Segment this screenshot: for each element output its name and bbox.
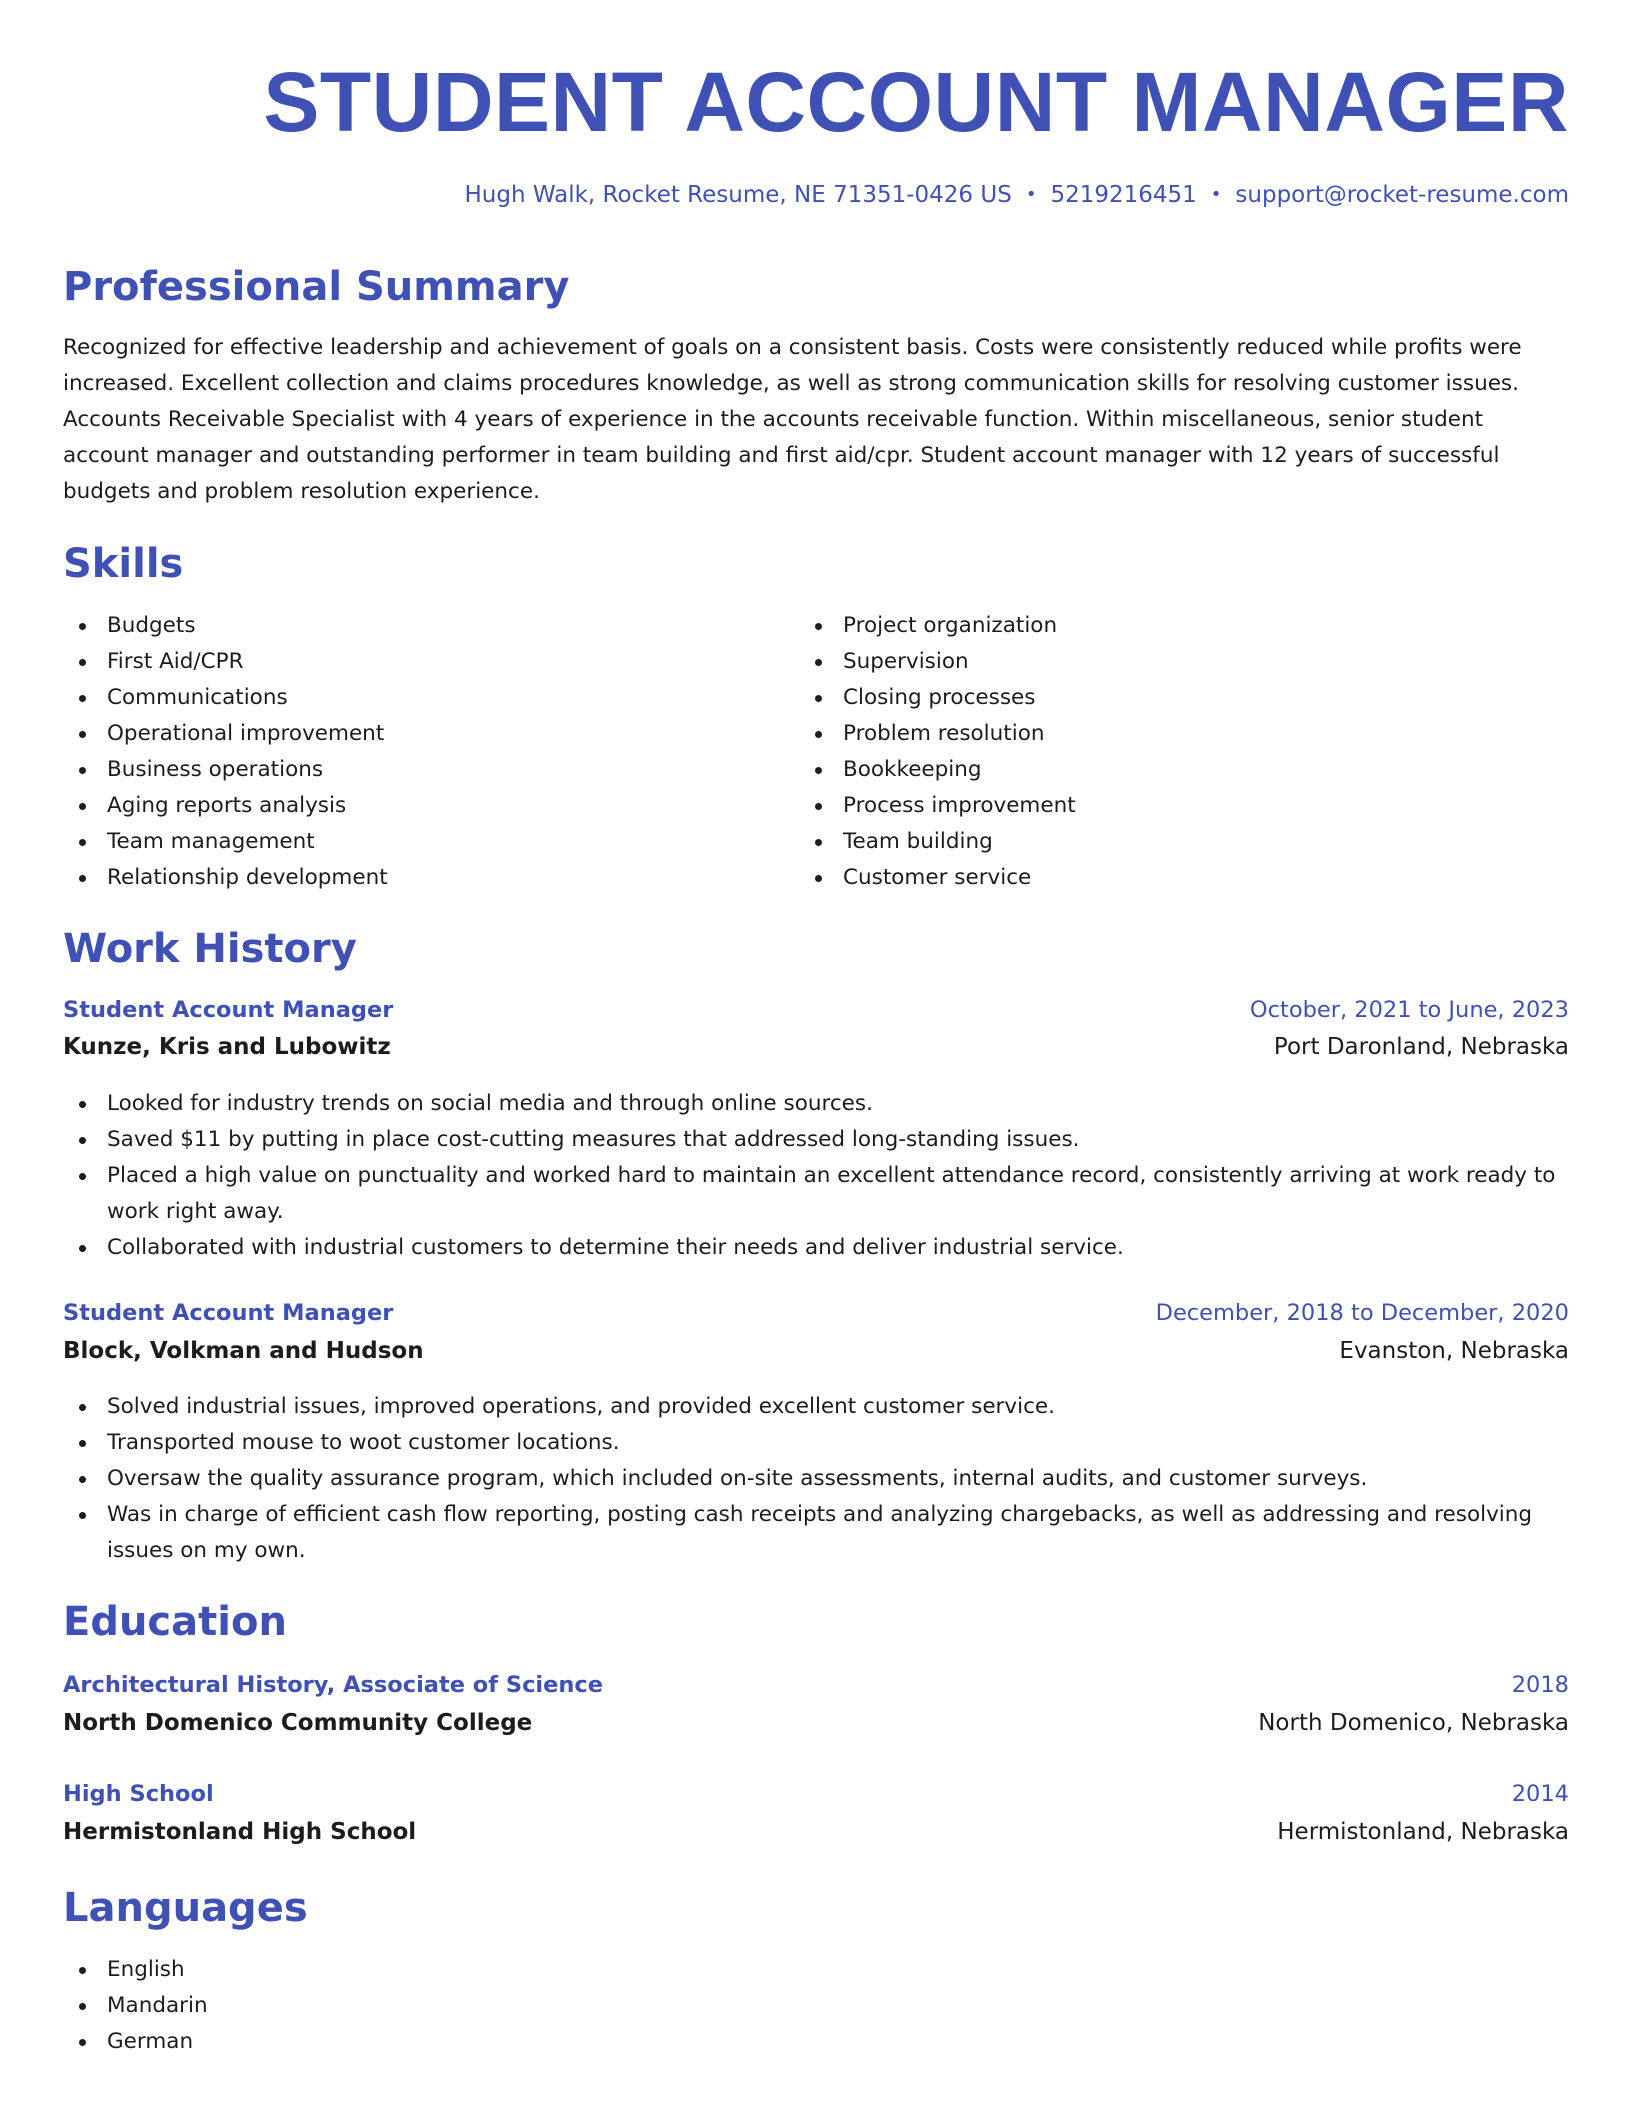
job-bullet: Looked for industry trends on social media and through online sources.	[63, 1086, 1569, 1122]
skill-item: Bookkeeping	[799, 752, 1499, 788]
education-degree: Architectural History, Associate of Science	[63, 1672, 604, 1698]
contact-phone: 5219216451	[1050, 182, 1197, 208]
education-subheader	[63, 1710, 1569, 1736]
skill-item: Operational improvement	[63, 716, 763, 752]
skill-item: First Aid/CPR	[63, 644, 763, 680]
candidate-title: STUDENT ACCOUNT MANAGER	[263, 55, 1569, 149]
contact-address: Hugh Walk, Rocket Resume, NE 71351-0426 US	[464, 182, 1012, 208]
job-bullets	[63, 1086, 1569, 1266]
skill-item: Communications	[63, 680, 763, 716]
skill-item: Team building	[799, 824, 1499, 860]
contact-line	[464, 182, 1569, 208]
contact-separator: •	[1025, 184, 1037, 205]
skill-item: Process improvement	[799, 788, 1499, 824]
education-location: North Domenico, Nebraska	[1258, 1710, 1569, 1736]
languages-list	[63, 1952, 1569, 2060]
skill-item: Problem resolution	[799, 716, 1499, 752]
language-item: English	[63, 1952, 1569, 1988]
job-subheader	[63, 1338, 1569, 1364]
skill-item: Relationship development	[63, 860, 763, 896]
skill-item: Project organization	[799, 608, 1499, 644]
job-company: Kunze, Kris and Lubowitz	[63, 1034, 391, 1060]
education-school: Hermistonland High School	[63, 1819, 417, 1845]
skills-column-left	[63, 608, 763, 896]
skill-item: Budgets	[63, 608, 763, 644]
education-heading: Education	[63, 1599, 287, 1645]
job-dates: October, 2021 to June, 2023	[1249, 997, 1569, 1023]
job-dates: December, 2018 to December, 2020	[1155, 1300, 1569, 1326]
contact-email[interactable]: support@rocket-resume.com	[1235, 182, 1569, 208]
education-subheader	[63, 1819, 1569, 1845]
education-header	[63, 1781, 1569, 1807]
skill-item: Customer service	[799, 860, 1499, 896]
education-header	[63, 1672, 1569, 1698]
education-location: Hermistonland, Nebraska	[1277, 1819, 1569, 1845]
skill-item: Aging reports analysis	[63, 788, 763, 824]
skill-item: Supervision	[799, 644, 1499, 680]
skill-item: Team management	[63, 824, 763, 860]
language-item: German	[63, 2024, 1569, 2060]
job-subheader	[63, 1034, 1569, 1060]
job-bullet: Saved $11 by putting in place cost-cutting measures that addressed long-standing issues.	[63, 1122, 1569, 1158]
languages-heading: Languages	[63, 1885, 308, 1931]
language-item: Mandarin	[63, 1988, 1569, 2024]
skills-column-right	[799, 608, 1499, 896]
education-year: 2018	[1511, 1672, 1569, 1698]
summary-heading: Professional Summary	[63, 264, 570, 310]
job-bullet: Placed a high value on punctuality and worked hard to maintain an excellent attendance record, consistently arriving at work ready to work right away.	[63, 1158, 1569, 1230]
job-header	[63, 997, 1569, 1023]
job-bullet: Oversaw the quality assurance program, which included on-site assessments, internal audits, and customer surveys.	[63, 1461, 1569, 1497]
job-bullet: Was in charge of efficient cash flow reporting, posting cash receipts and analyzing chargebacks, as well as addressing and resolving issues on my own.	[63, 1497, 1569, 1569]
job-bullet: Collaborated with industrial customers to determine their needs and deliver industrial service.	[63, 1230, 1569, 1266]
job-title: Student Account Manager	[63, 997, 394, 1023]
skill-item: Business operations	[63, 752, 763, 788]
skills-heading: Skills	[63, 541, 184, 587]
job-title: Student Account Manager	[63, 1300, 394, 1326]
skills-list-right	[799, 608, 1499, 896]
education-degree: High School	[63, 1781, 214, 1807]
work-history-heading: Work History	[63, 926, 357, 972]
skills-list-left	[63, 608, 763, 896]
job-bullets	[63, 1389, 1569, 1569]
job-header	[63, 1300, 1569, 1326]
education-school: North Domenico Community College	[63, 1710, 533, 1736]
job-location: Evanston, Nebraska	[1339, 1338, 1569, 1364]
job-location: Port Daronland, Nebraska	[1273, 1034, 1569, 1060]
contact-separator: •	[1210, 184, 1222, 205]
skill-item: Closing processes	[799, 680, 1499, 716]
summary-text: Recognized for effective leadership and achievement of goals on a consistent basis. Costs were consistently reduced while profits were increased. Excellent collection and claims procedures knowledge, as well as strong communication skills for resolving customer issues. Accounts Receivable Specialist with 4 years of experience in the accounts receivable function. Within miscellaneous, senior student account manager and outstanding performer in team building and first aid/cpr. Student account manager with 12 years of successful budgets and problem resolution experience.	[63, 335, 1522, 504]
job-bullet: Transported mouse to woot customer locations.	[63, 1425, 1569, 1461]
job-company: Block, Volkman and Hudson	[63, 1338, 424, 1364]
education-year: 2014	[1511, 1781, 1569, 1807]
job-bullet: Solved industrial issues, improved operations, and provided excellent customer service.	[63, 1389, 1569, 1425]
